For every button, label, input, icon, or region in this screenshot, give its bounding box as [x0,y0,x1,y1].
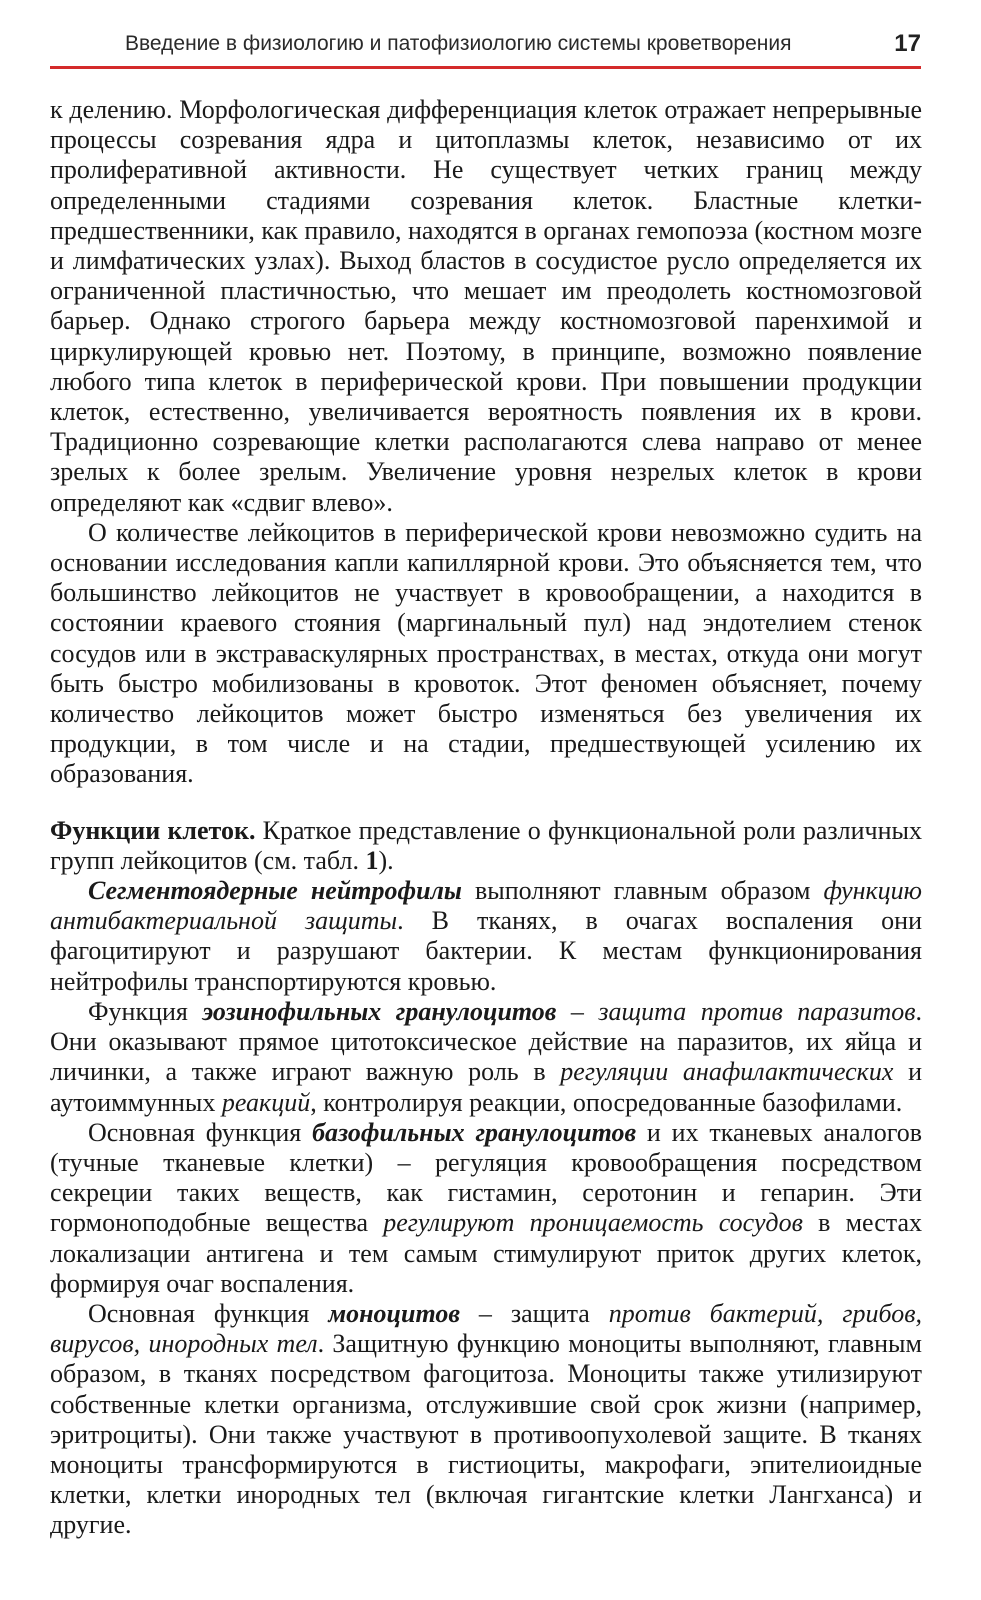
emphasis: реакций [221,1087,311,1117]
term-eosinophils: эозинофильных гранулоцитов [202,996,557,1026]
running-title: Введение в физиологию и патофизиологию системы кроветворения [125,32,792,55]
paragraph-neutrophils: Сегментоядерные нейтрофилы выполняют главным образом функцию антибактериальной защиты. В тканях, в очагах воспаления они фагоцитируют и разрушают бактерии. К местам функционирования нейтрофилы транспортируются кровью. [50,876,922,996]
page-number: 17 [894,30,921,57]
emphasis: против бактерий, грибов, вирусов, инородных тел [50,1298,923,1359]
term-neutrophils: Сегментоядерные нейтрофилы [88,876,462,906]
emphasis: – защита против паразитов [556,996,916,1026]
running-header [50,28,921,69]
paragraph-basophils: Основная функция базофильных гранулоцитов и их тканевых аналогов (тучные тканевые клетки) – регуляция кровообращения посредством секреции таких веществ, как гистамин, серотонин и гепарин. Эти гормоноподобные вещества регулируют проницаемость сосудов в местах локализации антигена и тем самым стимулируют приток других клеток, формируя очаг воспаления. [50,1117,922,1298]
term-monocytes: моноцитов [328,1298,460,1328]
table-reference: 1 [365,845,379,875]
paragraph-eosinophils: Функция эозинофильных гранулоцитов – защита против паразитов. Они оказывают прямое цитотоксическое действие на паразитов, их яйца и личинки, а также играют важную роль в регуляции анафилактических и аутоиммунных реакций, контролируя реакции, опосредованные базофилами. [50,996,923,1117]
section-heading: Функции клеток. [50,815,256,845]
paragraph-cell-functions: Функции клеток. Краткое представление о функциональной роли различных групп лейкоцитов (см. табл. 1). [50,815,923,875]
paragraph-leukocyte-count: О количестве лейкоцитов в периферической крови невозможно судить на основании исследования капли капиллярной крови. Это объясняется тем, что большинство лейкоцитов не участвует в кровообращении, а находится в состоянии краевого стояния (маргинальный пул) над эндотелием стенок сосудов или в экстраваскулярных пространствах, в местах, откуда они могут быть быстро мобилизованы в кровоток. Этот феномен объясняет, почему количество лейкоцитов может быстро изменяться без увеличения их продукции, в том числе и на стадии, предшествующей усилению их образования. [50,517,922,789]
body-text [50,95,922,1541]
emphasis: регулируют проницаемость сосудов [383,1208,803,1238]
emphasis: регуляции анафилактических [560,1057,894,1087]
paragraph-monocytes: Основная функция моноцитов – защита против бактерий, грибов, вирусов, инородных тел. Защитную функцию моноциты выполняют, главным образом, в тканях посредством фагоцитоза. Моноциты также утилизируют собственные клетки организма, отслужившие свой срок жизни (например, эритроциты). Они также участвуют в противоопухолевой защите. В тканях моноциты трансформируются в гистиоциты, макрофаги, эпителиоидные клетки, клетки инородных тел (включая гигантские клетки Лангханса) и другие. [50,1298,923,1540]
term-basophils: базофильных гранулоцитов [312,1117,637,1147]
emphasis: функцию антибактериальной защиты [50,876,922,936]
paragraph-cell-differentiation: к делению. Морфологическая дифференциация клеток отражает непрерывные процессы созревания ядра и цитоплазмы клеток, независимо от их пролиферативной активности. Не существует четких границ между определенными стадиями созревания клеток. Бластные клетки-предшественники, как правило, находятся в органах гемопоэза (костном мозге и лимфатических узлах). Выход бластов в сосудистое русло определяется их ограниченной пластичностью, что мешает им преодолеть костномозговой барьер. Однако строгого барьера между костномозговой паренхимой и циркулирующей кровью нет. Поэтому, в принципе, возможно появление любого типа клеток в периферической крови. При повышении продукции клеток, естественно, увеличивается вероятность появления их в крови. Традиционно созревающие клетки располагаются слева направо от менее зрелых к более зрелым. Увеличение уровня незрелых клеток в крови определяют как «сдвиг влево». [50,95,922,517]
